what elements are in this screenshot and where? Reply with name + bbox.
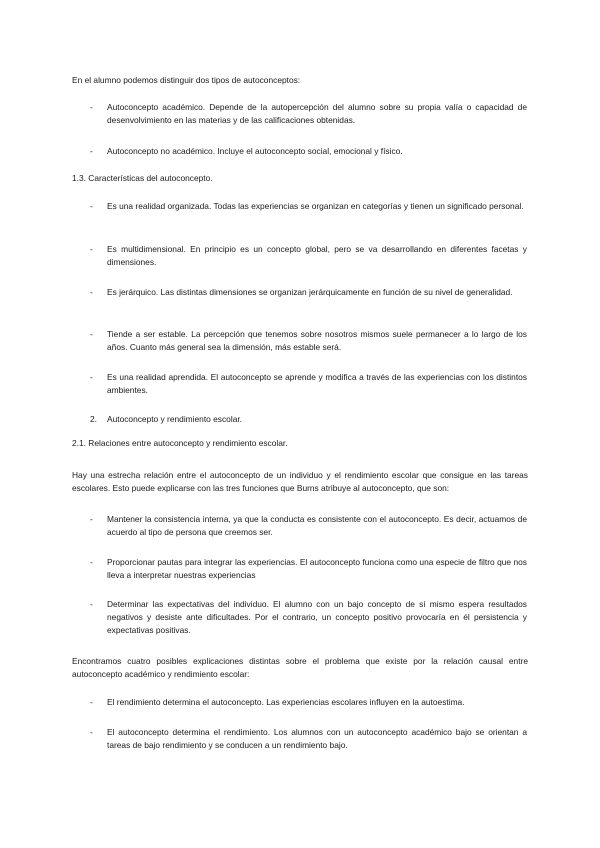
explanation-item: El rendimiento determina el autoconcepto. Las experiencias escolares influyen en la autoestima. <box>107 697 465 707</box>
bullet-marker: - <box>90 372 93 382</box>
bullet-marker: - <box>90 102 93 112</box>
section-heading-2-1: 2.1. Relaciones entre autoconcepto y rendimiento escolar. <box>72 438 288 448</box>
bullet-marker: - <box>90 244 93 254</box>
explanation-item: El autoconcepto determina el rendimiento. Los alumnos con un autoconcepto académico bajo se orientan a tareas de bajo rendimiento y se conducen a un rendimiento bajo. <box>107 727 527 750</box>
bullet-marker: - <box>90 727 93 737</box>
function-item: Mantener la consistencia interna, ya que la conducta es consistente con el autoconcepto. Es decir, actuamos de acuerdo al tipo de persona que creemos ser. <box>107 514 527 537</box>
bullet-marker: - <box>90 146 93 156</box>
explanations-paragraph: Encontramos cuatro posibles explicaciones distintas sobre el problema que existe por la relación causal entre autoconcepto académico y rendimiento escolar: <box>72 656 528 679</box>
characteristic-item: Es multidimensional. En principio es un concepto global, pero se va desarrollando en diferentes facetas y dimensiones. <box>107 244 527 267</box>
type-academic: Autoconcepto académico. Depende de la autopercepción del alumno sobre su propia valía o capacidad de desenvolvimiento en las materias y de las calificaciones obtenidas. <box>107 102 527 125</box>
characteristic-item: Es una realidad aprendida. El autoconcepto se aprende y modifica a través de las experiencias con los distintos ambientes. <box>107 372 527 395</box>
intro-paragraph: En el alumno podemos distinguir dos tipos de autoconceptos: <box>72 75 301 85</box>
bullet-marker: - <box>90 287 93 297</box>
characteristic-item: Es jerárquico. Las distintas dimensiones se organizan jerárquicamente en función de su nivel de generalidad. <box>107 287 513 297</box>
section-heading-1-3: 1.3. Características del autoconcepto. <box>72 173 213 183</box>
bullet-marker: - <box>90 557 93 567</box>
bullet-marker: - <box>90 599 93 609</box>
characteristic-item: Tiende a ser estable. La percepción que tenemos sobre nosotros mismos suele permanecer a lo largo de los años. Cuanto más general sea la dimensión, más estable será. <box>107 329 527 352</box>
bullet-marker: - <box>90 201 93 211</box>
characteristic-item: Es una realidad organizada. Todas las experiencias se organizan en categorías y tienen un significado personal. <box>107 201 524 211</box>
function-item: Determinar las expectativas del individuo. El alumno con un bajo concepto de sí mismo espera resultados negativos y desiste ante dificultades. Por el contrario, un concepto positivo provocaría en él persistencia y expectativas positivas. <box>107 599 527 635</box>
function-item: Proporcionar pautas para integrar las experiencias. El autoconcepto funciona como una especie de filtro que nos lleva a interpretar nuestras experiencias <box>107 557 527 580</box>
bullet-marker: - <box>90 329 93 339</box>
bullet-marker: - <box>90 697 93 707</box>
relation-paragraph: Hay una estrecha relación entre el autoconcepto de un individuo y el rendimiento escolar que consigue en las tareas escolares. Esto puede explicarse con las tres funciones que Burns atribuye al autoconcepto, que son: <box>72 470 528 493</box>
section-number: 2. <box>90 414 97 424</box>
section-heading-2: Autoconcepto y rendimiento escolar. <box>107 414 243 424</box>
type-non-academic: Autoconcepto no académico. Incluye el autoconcepto social, emocional y físico. <box>107 146 403 156</box>
bullet-marker: - <box>90 514 93 524</box>
